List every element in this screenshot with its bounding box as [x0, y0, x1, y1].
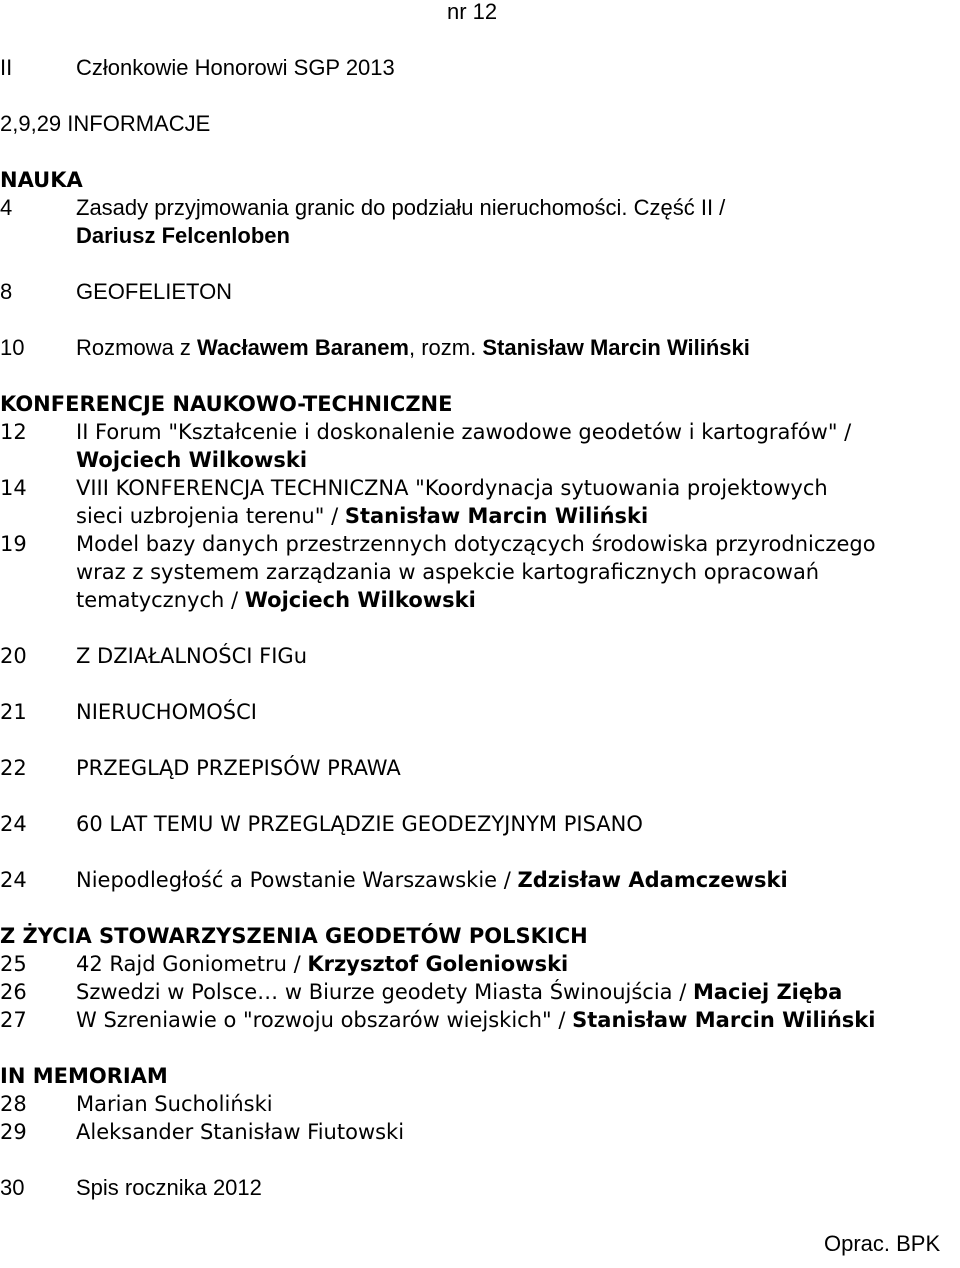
page-number: 12 [0, 420, 27, 444]
entry-text: Niepodległość a Powstanie Warszawskie / [76, 868, 518, 892]
section-heading-konferencje: KONFERENCJE NAUKOWO-TECHNICZNE [0, 392, 453, 416]
page-number: 4 [0, 195, 13, 220]
entry-title [76, 866, 788, 894]
entry-title: Marian Sucholiński [76, 1092, 273, 1116]
entry-author: Stanisław Marcin Wiliński [344, 504, 649, 528]
page-number: 29 [0, 1120, 27, 1144]
entry-text: 42 Rajd Goniometru / [76, 952, 308, 976]
entry-title: Zasady przyjmowania granic do podziału nieruchomości. Część II / [76, 195, 726, 220]
page-number: 27 [0, 1008, 27, 1032]
entry-title [76, 950, 568, 978]
entry-title: II Forum "Kształcenie i doskonalenie zawodowe geodetów i kartografów" / [76, 420, 852, 444]
page-number: 21 [0, 700, 27, 724]
entry-author: Maciej Zięba [692, 980, 843, 1004]
page-number: 26 [0, 980, 27, 1004]
issue-number: nr 12 [447, 0, 498, 24]
entry-author: Wojciech Wilkowski [76, 448, 308, 472]
entry-title: 60 LAT TEMU W PRZEGLĄDZIE GEODEZYJNYM PISANO [76, 812, 643, 836]
page-number: 8 [0, 279, 13, 304]
entry-author: Stanisław Marcin Wiliński [572, 1008, 876, 1032]
entry-title: Model bazy danych przestrzennych dotyczących środowiska przyrodniczego [76, 532, 876, 556]
entry-title-continued: wraz z systemem zarządzania w aspekcie kartograficznych opracowań [76, 560, 820, 584]
entry-text: sieci uzbrojenia terenu" / [76, 504, 345, 528]
toc-entry-informacje: 2,9,29 INFORMACJE [0, 111, 211, 136]
page-number: 24 [0, 868, 27, 892]
section-heading-nauka: NAUKA [0, 168, 83, 192]
entry-title [76, 1006, 875, 1034]
entry-title: Członkowie Honorowi SGP 2013 [76, 55, 395, 80]
entry-author: Stanisław Marcin Wiliński [482, 335, 750, 360]
section-heading-sgp: Z ŻYCIA STOWARZYSZENIA GEODETÓW POLSKICH [0, 924, 588, 948]
entry-title: VIII KONFERENCJA TECHNICZNA "Koordynacja sytuowania projektowych [76, 476, 828, 500]
entry-author: Dariusz Felcenloben [76, 223, 290, 248]
entry-title: PRZEGLĄD PRZEPISÓW PRAWA [76, 756, 401, 780]
page-number: 24 [0, 812, 27, 836]
page-number: II [0, 55, 13, 80]
section-heading-memoriam: IN MEMORIAM [0, 1064, 168, 1088]
entry-author: Wojciech Wilkowski [244, 588, 476, 612]
entry-title: GEOFELIETON [76, 279, 233, 304]
page-number: 20 [0, 644, 27, 668]
entry-author: Krzysztof Goleniowski [307, 952, 569, 976]
entry-title-continued [76, 586, 476, 614]
entry-text: tematycznych / [76, 588, 245, 612]
entry-author: Zdzisław Adamczewski [517, 868, 788, 892]
entry-title: Z DZIAŁALNOŚCI FIGu [76, 644, 307, 668]
entry-title-continued [76, 502, 648, 530]
page-number: 19 [0, 532, 27, 556]
entry-text: Rozmowa z [76, 335, 198, 360]
footer-credit: Oprac. BPK [824, 1231, 941, 1256]
entry-title [76, 978, 842, 1006]
entry-text: , rozm. [409, 335, 483, 360]
entry-title [76, 334, 750, 362]
page-number: 10 [0, 335, 25, 360]
entry-title: Aleksander Stanisław Fiutowski [76, 1120, 405, 1144]
page-number: 25 [0, 952, 27, 976]
page-number: 14 [0, 476, 27, 500]
entry-text: W Szreniawie o "rozwoju obszarów wiejskich" / [76, 1008, 573, 1032]
page-number: 28 [0, 1092, 27, 1116]
interviewee-name: Wacławem Baranem [197, 335, 409, 360]
entry-text: Szwedzi w Polsce… w Biurze geodety Miasta Świnoujścia / [76, 980, 693, 1004]
entry-title: Spis rocznika 2012 [76, 1175, 262, 1200]
page-number: 30 [0, 1175, 25, 1200]
page-number: 22 [0, 756, 27, 780]
entry-title: NIERUCHOMOŚCI [76, 700, 257, 724]
